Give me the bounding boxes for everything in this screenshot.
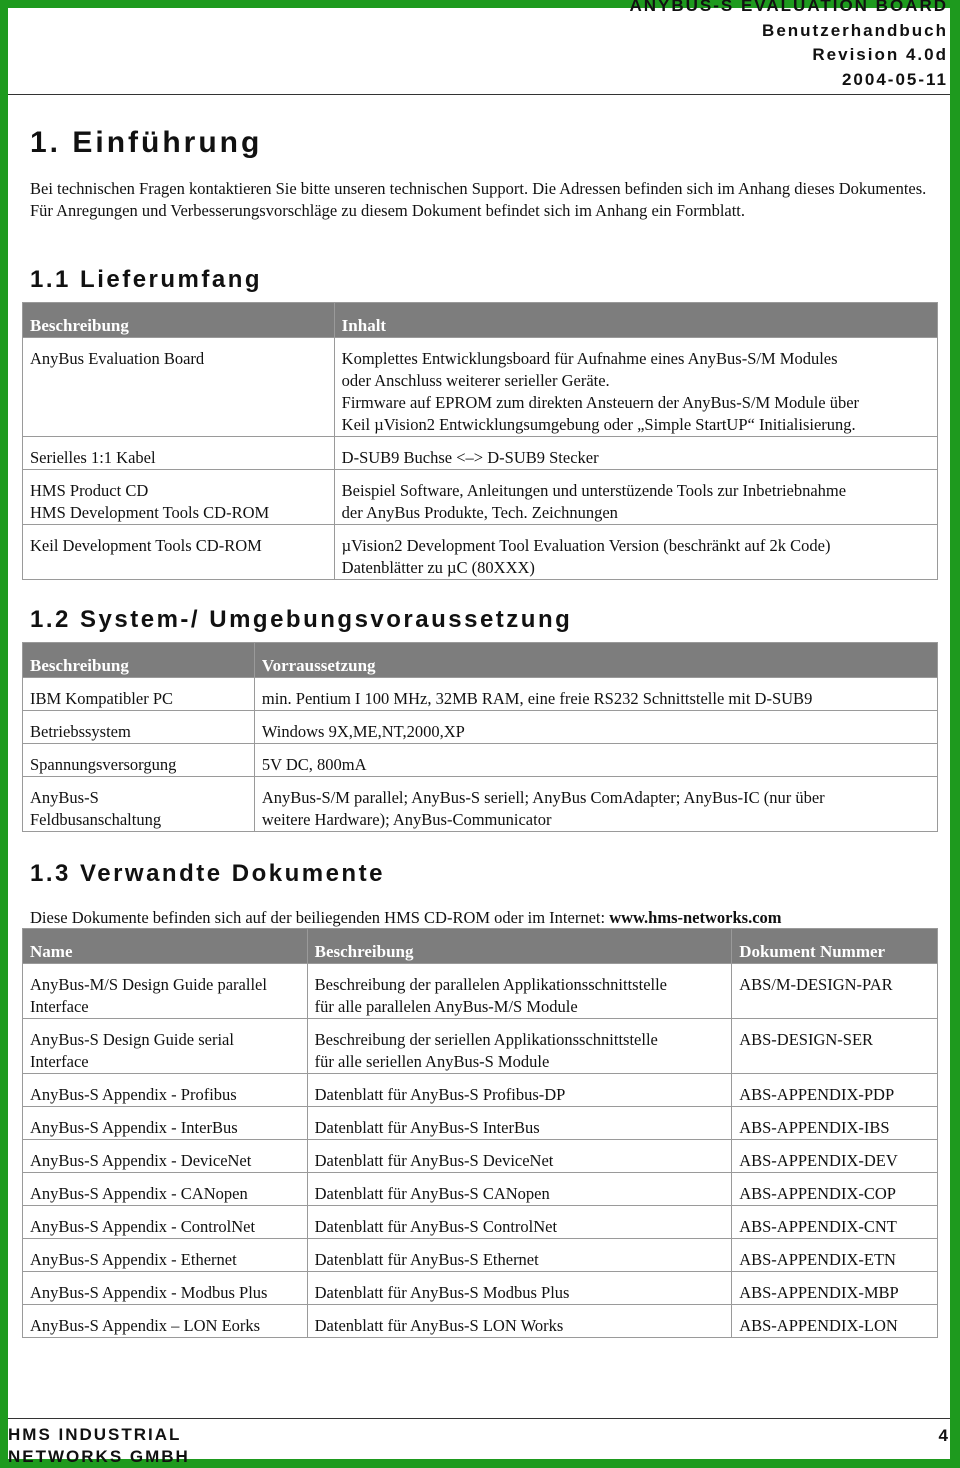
table-cell (307, 1019, 732, 1074)
cell-text: ABS-APPENDIX-COP (739, 1184, 896, 1203)
table-cell (732, 1305, 938, 1338)
footer-company-line1: HMS INDUSTRIAL (8, 1425, 182, 1444)
header-revision: Revision 4.0d (812, 45, 948, 64)
table-header-row (23, 929, 938, 964)
cell-text: Betriebssystem (30, 722, 131, 741)
table-cell (307, 1173, 732, 1206)
table-cell (23, 470, 335, 525)
cell-text: Windows 9X,ME,NT,2000,XP (261, 722, 465, 741)
cell-text: ABS-APPENDIX-MBP (739, 1283, 899, 1302)
column-header: Beschreibung (23, 303, 335, 338)
table-cell (334, 525, 937, 580)
cell-text: AnyBus-S Appendix - Profibus (30, 1085, 237, 1104)
cell-text: AnyBus-S (30, 788, 99, 807)
table-cell (23, 678, 255, 711)
cell-text: ABS-APPENDIX-IBS (739, 1118, 890, 1137)
cell-text: AnyBus-S Appendix – LON Eorks (30, 1316, 261, 1335)
table-cell (23, 1239, 308, 1272)
cell-text: AnyBus-S Appendix - Modbus Plus (30, 1283, 268, 1302)
cell-text: AnyBus-M/S Design Guide parallel (30, 975, 267, 994)
table-row (23, 1107, 938, 1140)
table-row (23, 1272, 938, 1305)
page-number: 4 (938, 1426, 948, 1445)
cell-text: ABS-APPENDIX-ETN (739, 1250, 896, 1269)
table-cell (307, 1239, 732, 1272)
header-product: ANYBUS-S EVALUATION BOARD (629, 0, 948, 15)
table-cell (23, 525, 335, 580)
cell-text: Datenblatt für AnyBus-S DeviceNet (314, 1151, 554, 1170)
related-docs-intro-text: Diese Dokumente befinden sich auf der beiliegenden HMS CD-ROM oder im Internet: (30, 908, 610, 927)
table-row (23, 1074, 938, 1107)
column-header: Name (23, 929, 308, 964)
column-header: Dokument Nummer (732, 929, 938, 964)
table-cell (334, 437, 937, 470)
cell-text: Datenblatt für AnyBus-S ControlNet (314, 1217, 558, 1236)
cell-text: der AnyBus Produkte, Tech. Zeichnungen (341, 503, 618, 522)
table-cell (23, 437, 335, 470)
table-cell (23, 1019, 308, 1074)
table-cell (334, 470, 937, 525)
cell-text: Datenblatt für AnyBus-S LON Works (314, 1316, 564, 1335)
cell-text: Spannungsversorgung (30, 755, 177, 774)
cell-text: Feldbusanschaltung (30, 810, 162, 829)
section-title-verwandte-dokumente: 1.3 Verwandte Dokumente (30, 860, 385, 887)
chapter-title: 1. Einführung (30, 126, 263, 159)
cell-text: AnyBus-S/M parallel; AnyBus-S seriell; AnyBus ComAdapter; AnyBus-IC (nur über (261, 788, 825, 807)
cell-text: min. Pentium I 100 MHz, 32MB RAM, eine freie RS232 Schnittstelle mit D-SUB9 (261, 689, 813, 708)
header-doc-type: Benutzerhandbuch (762, 20, 948, 40)
table-row (23, 678, 938, 711)
table-cell (732, 1239, 938, 1272)
cell-text: AnyBus-S Appendix - InterBus (30, 1118, 238, 1137)
cell-text: Datenblatt für AnyBus-S CANopen (314, 1184, 550, 1203)
table-cell (254, 744, 937, 777)
table-cell (23, 1305, 308, 1338)
table-cell (254, 777, 937, 832)
cell-text: Datenblätter zu µC (80XXX) (341, 558, 535, 577)
table-cell (307, 1272, 732, 1305)
cell-text: Interface (30, 1052, 89, 1071)
table-row (23, 338, 938, 437)
cell-text: Beschreibung der parallelen Applikationsschnittstelle (314, 975, 668, 994)
cell-text: 5V DC, 800mA (261, 755, 367, 774)
cell-text: ABS-APPENDIX-DEV (739, 1151, 898, 1170)
table-row (23, 437, 938, 470)
table-row (23, 777, 938, 832)
cell-text: HMS Product CD (30, 481, 149, 500)
cell-text: Serielles 1:1 Kabel (30, 448, 156, 467)
column-header: Inhalt (334, 303, 937, 338)
table-header-row (23, 303, 938, 338)
table-cell (307, 1140, 732, 1173)
footer-divider (8, 1418, 950, 1419)
column-header: Beschreibung (23, 643, 255, 678)
table-row (23, 744, 938, 777)
hms-website-link[interactable]: www.hms-networks.com (609, 908, 782, 927)
table-cell (23, 338, 335, 437)
table-cell (23, 1206, 308, 1239)
cell-text: IBM Kompatibler PC (30, 689, 173, 708)
cell-text: ABS-APPENDIX-LON (739, 1316, 898, 1335)
cell-text: Datenblatt für AnyBus-S Profibus-DP (314, 1085, 566, 1104)
table-row (23, 470, 938, 525)
section-title-lieferumfang: 1.1 Lieferumfang (30, 266, 263, 293)
cell-text: AnyBus Evaluation Board (30, 349, 205, 368)
cell-text: weitere Hardware); AnyBus-Communicator (261, 810, 552, 829)
cell-text: Komplettes Entwicklungsboard für Aufnahme eines AnyBus-S/M Modules (341, 349, 838, 368)
cell-text: HMS Development Tools CD-ROM (30, 503, 270, 522)
table-cell (23, 1107, 308, 1140)
cell-text: Datenblatt für AnyBus-S Modbus Plus (314, 1283, 570, 1302)
table-cell (23, 1272, 308, 1305)
cell-text: Beispiel Software, Anleitungen und unterstüzende Tools zur Inbetriebnahme (341, 481, 847, 500)
cell-text: Interface (30, 997, 89, 1016)
cell-text: Firmware auf EPROM zum direkten Ansteuern der AnyBus-S/M Module über (341, 393, 860, 412)
table-cell (23, 964, 308, 1019)
table-cell (732, 1019, 938, 1074)
column-header: Vorraussetzung (254, 643, 937, 678)
table-row (23, 964, 938, 1019)
table-row (23, 1019, 938, 1074)
table-cell (732, 1140, 938, 1173)
table-row (23, 1140, 938, 1173)
table-cell (732, 964, 938, 1019)
table-cell (307, 1107, 732, 1140)
table-cell (23, 1074, 308, 1107)
cell-text: ABS/M-DESIGN-PAR (739, 975, 893, 994)
table-cell (334, 338, 937, 437)
table-lieferumfang (22, 302, 938, 580)
cell-text: Keil Development Tools CD-ROM (30, 536, 262, 555)
footer-company (8, 1424, 190, 1468)
cell-text: µVision2 Development Tool Evaluation Version (beschränkt auf 2k Code) (341, 536, 831, 555)
column-header: Beschreibung (307, 929, 732, 964)
table-cell (254, 711, 937, 744)
table-cell (732, 1173, 938, 1206)
header-date: 2004-05-11 (841, 69, 948, 89)
table-cell (732, 1107, 938, 1140)
cell-text: ABS-APPENDIX-CNT (739, 1217, 897, 1236)
cell-text: AnyBus-S Appendix - Ethernet (30, 1250, 237, 1269)
table-row (23, 1239, 938, 1272)
cell-text: Beschreibung der seriellen Applikationsschnittstelle (314, 1030, 658, 1049)
table-row (23, 1206, 938, 1239)
cell-text: ABS-DESIGN-SER (739, 1030, 874, 1049)
cell-text: AnyBus-S Appendix - CANopen (30, 1184, 248, 1203)
cell-text: AnyBus-S Appendix - DeviceNet (30, 1151, 252, 1170)
chapter-intro: Bei technischen Fragen kontaktieren Sie bitte unseren technischen Support. Die Adressen befinden sich im Anhang dieses Dokumentes. Für Anregungen und Verbesserungsvorschläge zu diesem Dokument befindet sich im Anhang ein Formblatt. (30, 179, 927, 220)
cell-text: oder Anschluss weiterer serieller Geräte. (341, 371, 610, 390)
table-row (23, 1305, 938, 1338)
table-row (23, 711, 938, 744)
cell-text: für alle parallelen AnyBus-M/S Module (314, 997, 578, 1016)
table-systemvoraussetzung (22, 642, 938, 832)
cell-text: für alle seriellen AnyBus-S Module (314, 1052, 550, 1071)
related-docs-intro (30, 907, 935, 929)
table-cell (732, 1272, 938, 1305)
cell-text: AnyBus-S Appendix - ControlNet (30, 1217, 256, 1236)
table-cell (23, 777, 255, 832)
cell-text: ABS-APPENDIX-PDP (739, 1085, 895, 1104)
document-page (8, 0, 950, 1466)
cell-text: AnyBus-S Design Guide serial (30, 1030, 234, 1049)
cell-text: D-SUB9 Buchse <–> D-SUB9 Stecker (341, 448, 599, 467)
table-cell (307, 1074, 732, 1107)
table-verwandte-dokumente (22, 928, 938, 1338)
table-cell (732, 1206, 938, 1239)
table-cell (23, 1173, 308, 1206)
table-cell (307, 1206, 732, 1239)
table-cell (23, 744, 255, 777)
section-title-systemvoraussetzung: 1.2 System-/ Umgebungsvoraussetzung (30, 606, 573, 633)
table-cell (23, 1140, 308, 1173)
page-header (629, 0, 948, 92)
table-cell (307, 964, 732, 1019)
table-row (23, 525, 938, 580)
cell-text: Datenblatt für AnyBus-S Ethernet (314, 1250, 539, 1269)
cell-text: Datenblatt für AnyBus-S InterBus (314, 1118, 540, 1137)
cell-text: Keil µVision2 Entwicklungsumgebung oder „Simple StartUP“ Initialisierung. (341, 415, 856, 434)
footer-company-line2: NETWORKS GMBH (8, 1447, 190, 1466)
header-divider (8, 94, 950, 95)
table-row (23, 1173, 938, 1206)
table-cell (307, 1305, 732, 1338)
table-header-row (23, 643, 938, 678)
table-cell (23, 711, 255, 744)
table-cell (732, 1074, 938, 1107)
table-cell (254, 678, 937, 711)
